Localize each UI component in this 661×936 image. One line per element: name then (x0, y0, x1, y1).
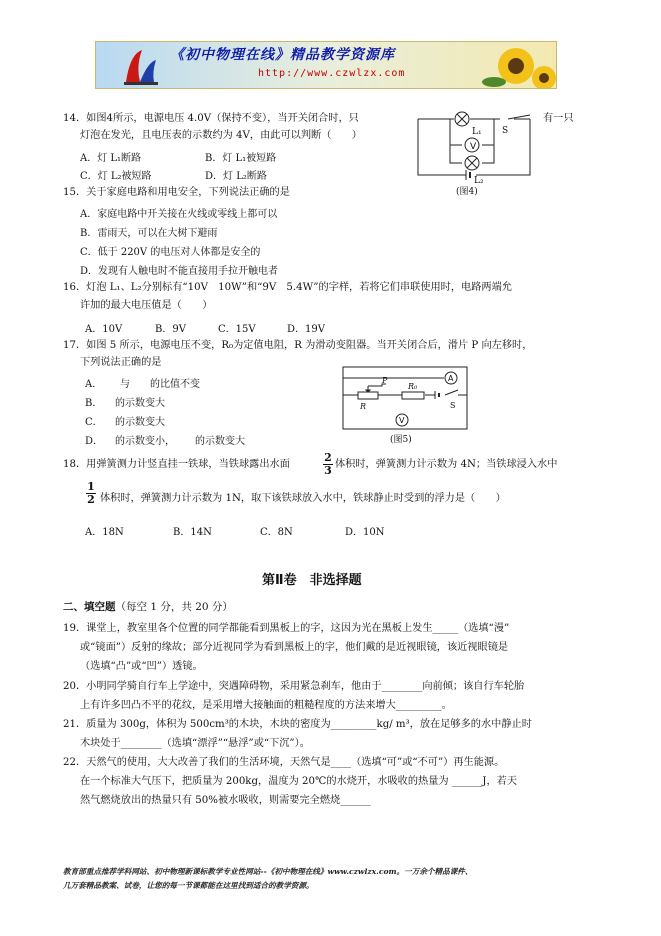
q17-option-b-letter: B． (85, 398, 103, 409)
l1-label: L₁ (472, 127, 482, 137)
r0-label: R₀ (408, 382, 418, 391)
banner-url: http://www.czwlzx.com (258, 68, 406, 79)
banner-title: 《初中物理在线》精品教学资源库 (170, 47, 395, 63)
q19-line2: 或“镜面”）反射的缘故；部分近视同学为看到黑板上的字，他们戴的是近视眼镜，该近视眼镜是 (80, 642, 509, 653)
q20-line1: 20．小明同学骑自行车上学途中，突遇障碍物，采用紧急刹车，他由于________向前倾；该自行车轮胎 (63, 681, 525, 692)
q16-line1: 16．灯泡 L₁、L₂分别标有“10V 10W”和“9V 5.4W”的字样，若将它们串联使用时，电路两端允 (63, 282, 512, 293)
q17-option-d-letter: D． (85, 436, 104, 447)
q17-line1: 17．如图 5 所示，电源电压不变，R₀为定值电阻，R 为滑动变阻器。当开关闭合后，滑片 P 向左移时， (63, 340, 533, 351)
q14-line2: 灯泡在发光，且电压表的示数约为 4V，由此可以判断（ ） (80, 130, 362, 141)
q16-option-b: B．9V (155, 324, 186, 335)
q18-option-c: C．8N (260, 527, 293, 538)
q18-option-a: A．18N (85, 527, 124, 538)
q14-option-c: C．灯 L₂被短路 (80, 171, 152, 182)
q14-line1-tail: 有一只 (543, 113, 574, 124)
footer-line2: 几万套精品教案、试卷，让您的每一节课都能在这里找到适合的教学资源。 (63, 881, 314, 890)
q19-line3: （选填“凸”或“凹”）透镜。 (80, 661, 203, 672)
part-2-heading-row (63, 599, 233, 614)
q17-option-a-and: 与 (120, 379, 130, 390)
q15-line1: 15．关于家庭电路和用电安全，下列说法正确的是 (63, 187, 290, 198)
q16-option-d: D．19V (287, 324, 325, 335)
l2-label: L₂ (474, 176, 484, 186)
switch-label: S (450, 401, 456, 410)
q22-line2: 在一个标准大气压下，把质量为 200kg，温度为 20℃的水烧开，水吸收的热量为 ______J，若天 (80, 776, 518, 787)
part-2-heading: 二、填空题 (63, 601, 116, 613)
voltmeter-label: V (399, 416, 405, 425)
q17-option-a-letter: A． (85, 379, 103, 390)
q17-option-c-letter: C． (85, 417, 103, 428)
q16-line2: 许加的最大电压值是（ ） (80, 300, 213, 311)
figure-5-circuit (340, 364, 470, 446)
fraction-denominator: 2 (87, 493, 95, 506)
q15-option-d: D．发现有人触电时不能直接用手拉开触电者 (80, 266, 279, 277)
q16-option-a: A．10V (85, 324, 123, 335)
q15-option-a: A．家庭电路中开关接在火线或零线上都可以 (80, 209, 278, 220)
q17-option-b-text: 的示数变大 (115, 398, 165, 409)
q18-fraction-1-2 (86, 482, 96, 505)
figure-4-caption: (图4) (456, 187, 478, 197)
q18-fraction-2-3 (323, 453, 333, 476)
q14-line1: 14．如图4所示，电源电压 4.0V（保持不变），当开关闭合时，只 (63, 113, 359, 124)
q17-option-d-text1: 的示数变小， (115, 436, 175, 447)
ammeter-label: A (448, 374, 454, 383)
slider-p-label: P (382, 376, 388, 385)
q18-line1a: 18．用弹簧测力计竖直挂一铁球，当铁球露出水面 (63, 459, 290, 470)
q18-option-b: B．14N (173, 527, 212, 538)
q17-line2: 下列说法正确的是 (80, 357, 162, 368)
q14-option-a: A．灯 L₁断路 (80, 153, 142, 164)
q17-option-d-text2: 的示数变大 (195, 436, 245, 447)
fraction-numerator: 1 (87, 480, 95, 493)
voltmeter-label: V (470, 142, 477, 152)
footer-line1: 教育部重点推荐学科网站、初中物理新课标教学专业性网站--《初中物理在线》www.czwlzx.com。一万余个精品课件、 (63, 867, 473, 876)
q17-option-c-text: 的示数变大 (115, 417, 165, 428)
section-2-title: 第Ⅱ卷 非选择题 (262, 573, 362, 588)
q22-line3: 然气燃烧放出的热量只有 50%被水吸收，则需要完全燃烧______ (80, 795, 371, 806)
q15-option-b: B．雷雨天，可以在大树下避雨 (80, 228, 218, 239)
q18-option-d: D．10N (345, 527, 385, 538)
fraction-denominator: 3 (324, 464, 332, 477)
circuit-diagram-5 (340, 364, 470, 446)
rheostat-label: R (360, 402, 367, 411)
q22-line1: 22．天然气的使用，大大改善了我们的生活环境，天然气是____（选填“可”或“不可”）再生能源。 (63, 757, 505, 768)
figure-5-caption: (图5) (390, 435, 412, 445)
circuit-diagram-4 (410, 105, 540, 197)
q18-line1b: 体积时，弹簧测力计示数为 4N；当铁球浸入水中 (335, 459, 558, 470)
q20-line2: 上有许多凹凸不平的花纹，是采用增大接触面的粗糙程度的方法来增大_________。 (80, 700, 452, 711)
q19-line1: 19．课堂上，教室里各个位置的同学都能看到黑板上的字，这因为光在黑板上发生_____（选填“漫” (63, 623, 510, 634)
q21-line1: 21．质量为 300g，体积为 500cm³的木块，木块的密度为_________kg/ m³，放在足够多的水中静止时 (63, 719, 532, 730)
q14-option-b: B．灯 L₁被短路 (205, 153, 277, 164)
q15-option-c: C．低于 220V 的电压对人体都是安全的 (80, 247, 261, 258)
q16-option-c: C．15V (218, 324, 256, 335)
fraction-numerator: 2 (324, 451, 332, 464)
q21-line2: 木块处于________（选填“漂浮”“悬浮”或“下沉”）。 (80, 738, 310, 749)
part-2-note: （每空 1 分，共 20 分） (115, 601, 233, 613)
switch-label: S (502, 126, 509, 136)
figure-4-circuit (410, 105, 540, 197)
q17-option-a-text: 的比值不变 (150, 379, 200, 390)
q18-line2: 体积时，弹簧测力计示数为 1N，取下该铁球放入水中，铁球静止时受到的浮力是（ ） (100, 493, 506, 504)
q14-option-d: D．灯 L₂断路 (205, 171, 267, 182)
